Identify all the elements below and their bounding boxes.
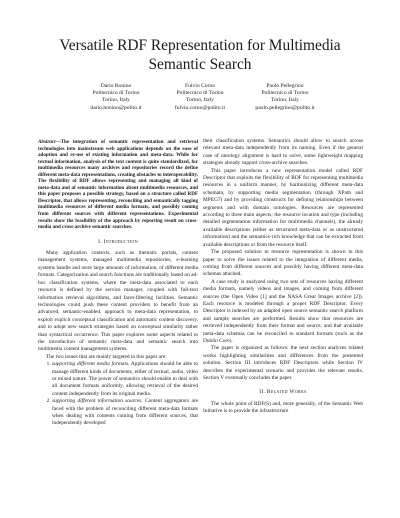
list-item-text: Content aggregators are faced with the problem of reconciling different meta-data formats when dealing with contents coming from different sources, that independently developed bbox=[52, 398, 198, 427]
author-3 bbox=[225, 83, 345, 112]
body-paragraph-2: This paper introduces a new representation model called RDF Descriptor that exploits the flexibility of RDF for representing multimedia resources in a uniform manner, by harmonizing different meta-data schemata, by supporting media segmentation (through XPath and MPEG7) and by providing constructs for defining relationships between segments and with domain ontologies. Resources are represented according to three main aspects: the resource location and type (including detailed segmentation information for multimedia channels), the already available descriptions (either as structured meta-data or as unstructured information) and the semantics-rich knowledge that can be extracted from available descriptions or from the resource itself. bbox=[203, 167, 363, 248]
body-paragraph-3: The proposed solution to resource representation is shown in this paper to solve the issues related to the integration of different media, coming from different sources and possibly having different meta-data schemas attached. bbox=[203, 249, 363, 278]
list-item bbox=[52, 361, 198, 398]
author-location: Torino, Italy bbox=[271, 97, 299, 104]
left-column bbox=[38, 139, 198, 428]
section-heading-introduction: I. Introduction bbox=[98, 238, 138, 245]
title-line-2: Semantic Search bbox=[148, 56, 252, 73]
abstract bbox=[38, 139, 198, 231]
issues-list bbox=[38, 361, 198, 428]
author-email: dario.bonino@polito.it bbox=[90, 104, 142, 111]
list-item-label: supporting different media formats. bbox=[52, 361, 130, 368]
related-works-paragraph-1: The whole point of RDF(S) and, more generally, of the Semantic Web Initiative is to provide the infrastructure bbox=[203, 400, 363, 415]
right-column bbox=[203, 138, 363, 416]
author-name: Dario Bonino bbox=[100, 83, 132, 89]
intro-paragraph-1: Many application contexts, such as thematic portals, content management systems, managed multimedia repositories, e-learning systems handle and store large amounts of information, of different media formats. Categorization and search functions are traditionally based on ad-hoc classification systems, where the meta-data associated to each resource is defined by the service manager, coupled with full-text information retrieval algorithms, and facet-filtering facilities. Semantic technologies could push these content providers to benefit from an advanced, semantic-enabled, approach to meta-data representation, to exploit explicit conceptual classification and automatic content discovery, and to adopt new search strategies based on conceptual similarity rather than syntactical occurrence. This paper explores some aspects related to the introduction of semantic meta-data and semantic search into multimedia content management systems. bbox=[38, 250, 198, 353]
title-line-1: Versatile RDF Representation for Multimedia bbox=[59, 37, 341, 54]
intro-paragraph-2: The two issues that are mainly targeted in this paper are: bbox=[46, 353, 167, 360]
abstract-label: Abstract bbox=[38, 139, 56, 145]
author-affiliation: Politecnico di Torino bbox=[261, 90, 309, 97]
author-email: paolo.pellegrino@polito.it bbox=[255, 104, 315, 111]
paper-title bbox=[0, 36, 400, 74]
author-email: fulvio.corno@polito.it bbox=[174, 104, 226, 111]
author-name: Paolo Pellegrino bbox=[266, 83, 304, 89]
author-name: Fulvio Corno bbox=[185, 83, 215, 89]
list-item-label: supporting different information sources. bbox=[52, 398, 143, 405]
author-affiliation: Politecnico di Torino bbox=[92, 90, 140, 97]
abstract-text: —The integration of semantic representation and retrieval technologies into mainstream web applications depends on the ease of adoption and re-use of existing information and meta-data. While for textual information, analysis of the text content is quite standardized, for multimedia resources many archives and repositories record the define different meta-data representations, creating obstacles to interoperability. The flexibility of RDF allows representing and managing all kind of meta-data and of semantic information about multimedia resources, and this paper proposes a possible strategy, based on a structure called RDF Descriptor, that allows representing, reconciling and semantically tagging multimedia resources of different media formats, and possibly coming from different sources with different representations. Experimental results show the feasibility of the approach by reporting result on cross-media and cross-archive semantic searches. bbox=[38, 139, 198, 231]
body-paragraph-5: The paper is organized as follows: the next section analyzes related works highlighting similarities and differences from the presented solution. Section III introduces RDF Descriptors while Section IV describes the experimental scenario and provides the relevant results. Section V eventually concludes the paper. bbox=[203, 345, 363, 381]
author-location: Torino, Italy bbox=[102, 97, 130, 104]
section-heading-related-works: II. Related Works bbox=[259, 389, 307, 396]
body-paragraph-4: A case study is analyzed using two sets of resources having different media formats, namely videos and images, and coming from different sources (the Open Video [1] and the NASA Great Images archive [2]). Each resource is modeled through a proper RDF Descriptor. Every Descriptor is indexed by an adapted open source semantic search platform and sample searches are performed. Results show that resources are retrieved independently from their format and source, and that available meta-data schemas can be reconciled to standard formats (such as the Dublin Core). bbox=[203, 278, 363, 344]
author-affiliation: Politecnico di Torino bbox=[176, 90, 224, 97]
author-location: Torino, Italy bbox=[186, 97, 214, 104]
list-item bbox=[52, 398, 198, 428]
list-item-text: Applications should be able to manage different kinds of documents, either of textual, audio, video or mixed nature. The power of semantics should enable to deal with all document formats uniformly, allowing retrieval of the desired content independently from its original media. bbox=[52, 361, 198, 397]
body-paragraph-1: their classification systems. Semantics should allow to search across relevant meta-data independently from its naming. Even if the general case of ontology alignment is hard to solve, some lightweight mapping strategies already support cross-archive searches. bbox=[203, 138, 363, 167]
